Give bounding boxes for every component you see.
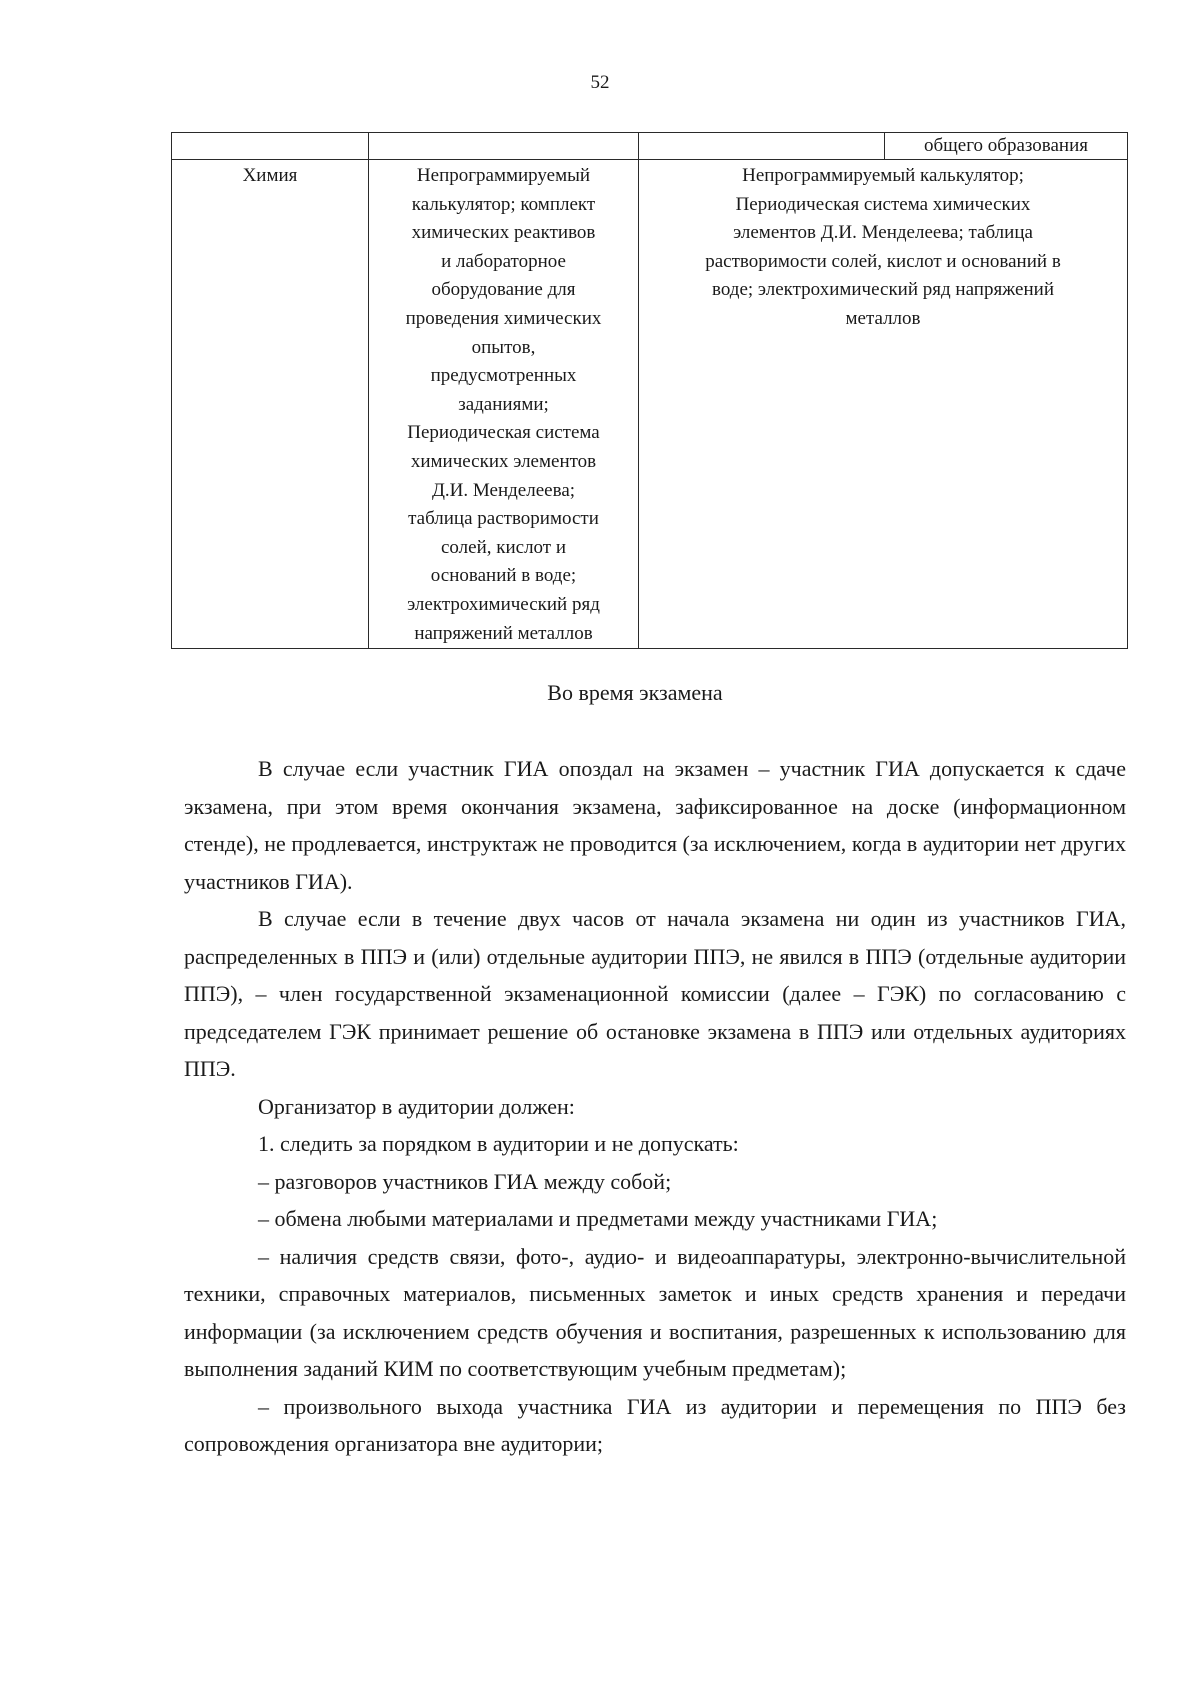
header-fragment: общего образования [884,133,1127,159]
reference-materials-cell [639,160,1128,649]
allowed-materials-line: оборудование для [431,279,576,301]
table-row [172,160,1128,649]
allowed-materials-line: опытов, [471,336,536,358]
equipment-table [171,132,1128,649]
paragraph-duty-1: 1. следить за порядком в аудитории и не допускать: [258,1131,739,1156]
allowed-materials-line: Д.И. Менделеева; [431,479,576,501]
page-number: 52 [590,72,610,93]
allowed-materials-line: химических реактивов [411,222,596,244]
allowed-materials-line: заданиями; [458,393,549,415]
allowed-materials-line: таблица растворимости [408,508,599,530]
body-text [184,750,1126,1463]
paragraph-no-exchange: – обмена любыми материалами и предметами между участниками ГИА; [258,1206,938,1231]
paragraph-no-talking: – разговоров участников ГИА между собой; [258,1168,672,1194]
allowed-materials-line: и лабораторное [441,250,566,272]
table-header-cell-1 [172,133,369,160]
paragraph-no-show: В случае если в течение двух часов от начала экзамена ни один из участников ГИА, распределенных в ППЭ и (или) отдельные аудитории ППЭ, не явился в ППЭ (отдельные аудитории ППЭ), – член государственной экзаменационной комиссии (далее – ГЭК) по согласованию с председателем ГЭК принимает решение об остановке экзамена в ППЭ или отдельных аудиториях ППЭ. [184,906,1126,1081]
paragraph-no-leaving: – произвольного выхода участника ГИА из аудитории и перемещения по ППЭ без сопровождения организатора вне аудитории; [184,1393,1126,1456]
reference-materials-line: Периодическая система химических [735,193,1031,215]
paragraph-late-arrival: В случае если участник ГИА опоздал на экзамен – участник ГИА допускается к сдаче экзамена, при этом время окончания экзамена, зафиксированное на доске (информационном стенде), не продлевается, инструктаж не проводится (за исключением, когда в аудитории нет других участников ГИА). [184,756,1126,894]
reference-materials-line: Непрограммируемый калькулятор; [742,165,1024,186]
reference-materials-text [639,160,1127,334]
allowed-materials-text [369,160,638,648]
section-heading: Во время экзамена [547,680,723,705]
allowed-materials-line: предусмотренных [430,365,577,387]
reference-materials-line: элементов Д.И. Менделеева; таблица [733,222,1033,244]
allowed-materials-line: проведения химических [405,307,602,329]
paragraph-organizer-duties: Организатор в аудитории должен: [258,1093,575,1119]
subject-cell [172,160,369,649]
reference-materials-line: растворимости солей, кислот и оснований в [705,250,1061,272]
table-header-cell-2 [369,133,639,160]
allowed-materials-line: Непрограммируемый [416,165,591,186]
paragraph-no-devices: – наличия средств связи, фото-, аудио- и видеоаппаратуры, электронно-вычислительной техники, справочных материалов, письменных заметок и иных средств хранения и передачи информации (за исключением средств обучения и воспитания, разрешенных к использованию для выполнения заданий КИМ по соответствующим учебным предметам); [184,1243,1126,1381]
allowed-materials-line: калькулятор; комплект [411,193,596,215]
allowed-materials-line: солей, кислот и [440,536,567,558]
table-header-row [172,133,1128,160]
subject-name: Химия [242,165,298,186]
allowed-materials-line: напряжений металлов [414,622,593,644]
allowed-materials-line: оснований в воде; [430,565,577,587]
allowed-materials-line: химических элементов [410,450,597,472]
allowed-materials-line: Периодическая система [407,422,600,444]
reference-materials-line: металлов [845,307,921,329]
reference-materials-line: воде; электрохимический ряд напряжений [712,279,1054,301]
allowed-materials-line: электрохимический ряд [407,593,600,615]
table-header-cell-3 [639,133,1128,160]
allowed-materials-cell [369,160,639,649]
